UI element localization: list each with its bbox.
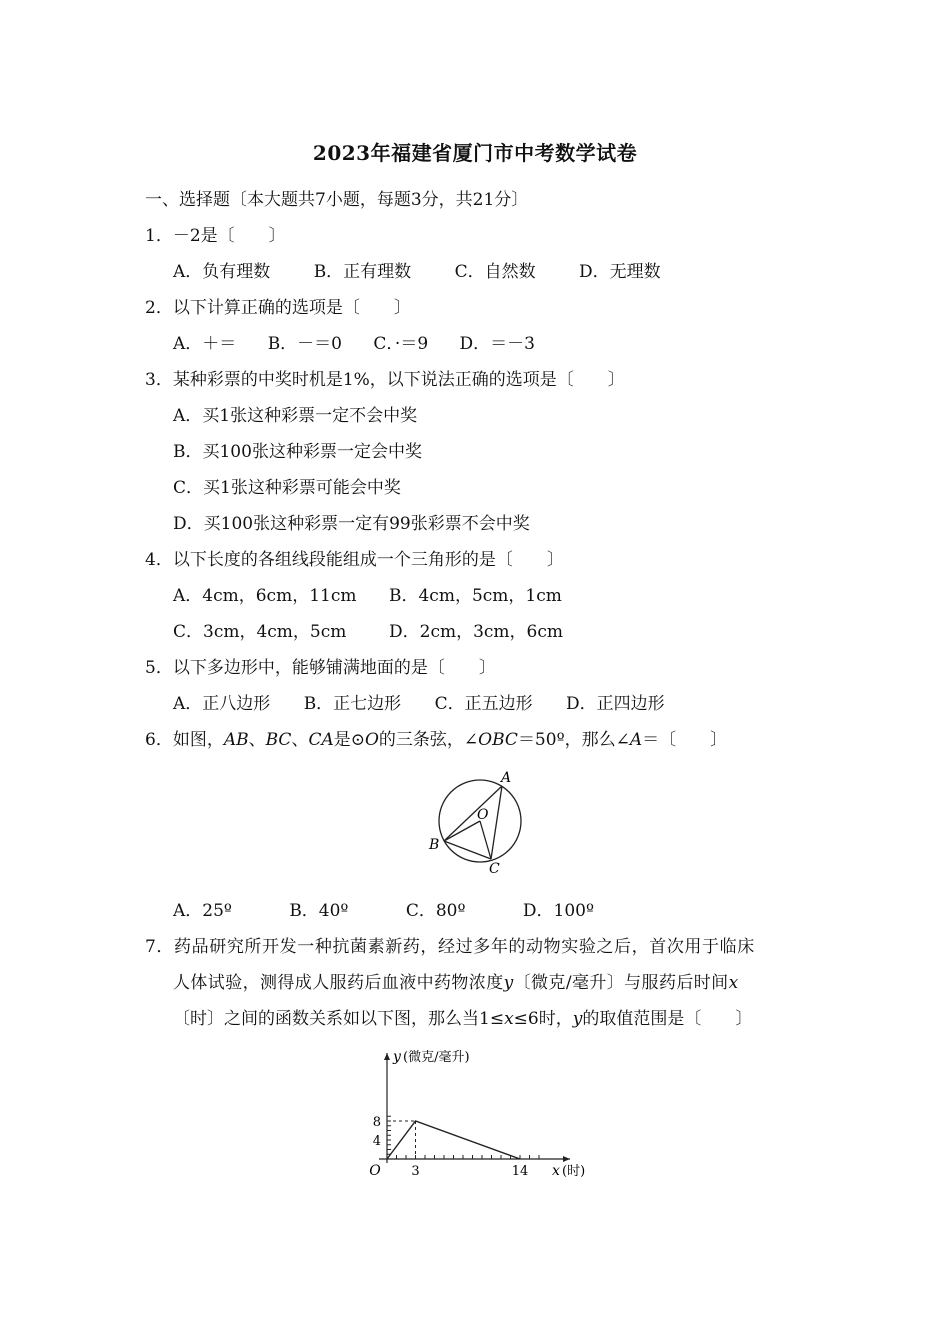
option-d: D．2cm，3cm，6cm [389, 622, 564, 642]
q6-text: 6．如图， [145, 730, 224, 750]
question-3-option-a: A．买1张这种彩票一定不会中奖 [173, 406, 418, 426]
q7-text: 的取值范围是〔 〕 [582, 1009, 753, 1029]
question-5-options [173, 693, 703, 715]
question-4-stem: 4．以下长度的各组线段能组成一个三角形的是〔 〕 [145, 550, 564, 570]
q6-text: 、 [248, 730, 266, 750]
question-6-options [173, 900, 632, 922]
concentration-line [387, 1121, 520, 1159]
origin-label: O [369, 1163, 381, 1179]
q6-chord-ca: CA [308, 730, 334, 750]
label-b: B [429, 837, 440, 853]
option-d: D．正四边形 [566, 694, 665, 714]
concentration-chart [360, 1045, 600, 1180]
x-axis-arrow [563, 1156, 570, 1162]
option-b: B．正有理数 [313, 262, 412, 282]
option-a: A．4cm，6cm，11cm [173, 586, 357, 606]
q6-angle-a: A [629, 730, 643, 750]
y-tick-label: 4 [372, 1134, 381, 1149]
q7-text: 〔时〕之间的函数关系如以下图，那么当1≤ [173, 1009, 505, 1029]
option-c: C．80º [405, 901, 466, 921]
label-c: C [489, 861, 500, 877]
option-a: A．负有理数 [173, 262, 271, 282]
label-a: A [501, 770, 512, 786]
option-a: A．＋＝ [173, 334, 237, 354]
option-b: B．4cm，5cm，1cm [389, 586, 562, 606]
option-b: B．－＝0 [267, 334, 342, 354]
option-d: D．100º [522, 901, 594, 921]
question-4-options-row2 [173, 621, 601, 643]
chord-ca [491, 786, 502, 859]
question-5-stem: 5．以下多边形中，能够铺满地面的是〔 〕 [145, 658, 496, 678]
q6-text: 是⊙ [333, 730, 365, 750]
q6-text: 、 [291, 730, 309, 750]
question-3-stem: 3．某种彩票的中奖时机是1%，以下说法正确的选项是〔 〕 [145, 370, 625, 390]
option-c: C．正五边形 [434, 694, 533, 714]
q7-var-y: y [503, 973, 514, 993]
question-6-stem [145, 729, 727, 751]
question-7-line-1: 7．药品研究所开发一种抗菌素新药，经过多年的动物实验之后，首次用于临床 [145, 937, 755, 957]
q6-angle-obc: OBC [478, 730, 518, 750]
question-7-line-3 [173, 1008, 752, 1030]
question-7-line-2 [173, 972, 739, 994]
q6-chord-bc: BC [265, 730, 292, 750]
question-3-option-c: C．买1张这种彩票可能会中奖 [173, 478, 401, 498]
question-2-stem: 2．以下计算正确的选项是〔 〕 [145, 298, 411, 318]
q6-text: ＝〔 〕 [642, 730, 728, 750]
option-c: C．·＝9 [373, 334, 429, 354]
option-b: B．正七边形 [303, 694, 402, 714]
option-a: A．正八边形 [173, 694, 271, 714]
chord-ab [444, 786, 502, 841]
y-tick-label: 8 [372, 1115, 381, 1130]
y-axis-arrow [384, 1053, 390, 1060]
question-4-options-row1 [173, 585, 600, 607]
x-tick-label: 14 [511, 1164, 529, 1179]
question-1-stem: 1．－2是〔 〕 [145, 226, 286, 246]
y-axis-variable: y [393, 1049, 401, 1065]
x-tick-label: 3 [411, 1164, 420, 1179]
radius-oc [480, 821, 491, 859]
q7-text: 〔微克/毫升〕与服药后时间 [513, 973, 729, 993]
option-c: C．自然数 [454, 262, 536, 282]
q7-var-y: y [572, 1009, 583, 1029]
question-3-option-d: D．买100张这种彩票一定有99张彩票不会中奖 [173, 514, 530, 534]
q7-var-x: x [504, 1009, 514, 1029]
q7-text: ≤6时， [513, 1009, 573, 1029]
x-axis-unit: (时) [562, 1164, 586, 1179]
q6-center-o: O [364, 730, 379, 750]
q6-chord-ab: AB [223, 730, 249, 750]
question-2-options [173, 333, 573, 355]
option-d: D．＝－3 [459, 334, 535, 354]
q7-text: 人体试验，测得成人服药后血液中药物浓度 [173, 973, 504, 993]
question-1-options [173, 261, 699, 283]
option-a: A．25º [173, 901, 232, 921]
label-o: O [477, 807, 489, 823]
option-d: D．无理数 [579, 262, 661, 282]
y-axis-unit: (微克/毫升) [403, 1050, 470, 1065]
page-title: 2023年福建省厦门市中考数学试卷 [312, 141, 638, 165]
q6-text: 的三条弦，∠ [378, 730, 479, 750]
q7-var-x: x [728, 973, 739, 993]
option-c: C．3cm，4cm，5cm [173, 622, 347, 642]
q6-text: ＝50º，那么∠ [517, 730, 630, 750]
x-axis-variable: x [552, 1163, 560, 1179]
section-heading: 一、选择题〔本大题共7小题，每题3分，共21分〕 [145, 190, 529, 210]
circle-figure [420, 762, 540, 880]
option-b: B．40º [289, 901, 349, 921]
question-3-option-b: B．买100张这种彩票一定会中奖 [173, 442, 422, 462]
